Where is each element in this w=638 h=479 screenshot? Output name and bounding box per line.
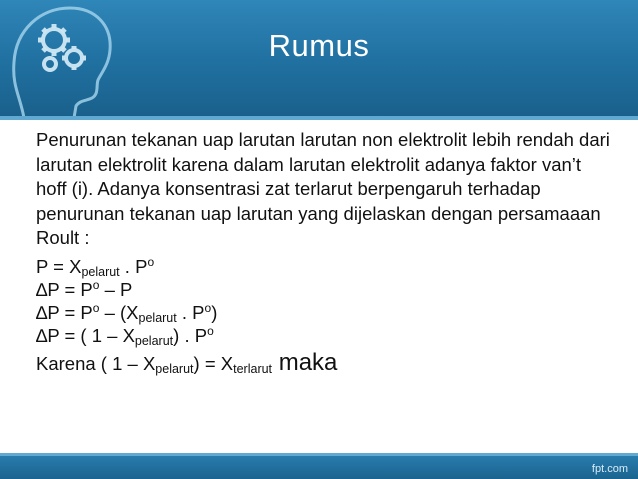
slide-title: Rumus: [268, 28, 370, 63]
body-paragraph: Penurunan tekanan uap larutan larutan non elektrolit lebih rendah dari larutan elektrolit karena dalam larutan elektrolit adanya faktor van’t hoff (i). Adanya konsentrasi zat terlarut berpengaruh terhadap penurunan tekanan uap larutan yang dijelaskan dengan persamaaan Roult :: [36, 129, 610, 248]
slide-header: [0, 0, 638, 120]
slide-footer: [0, 453, 638, 479]
formula-4: ∆P = ( $1 - X_{pelarut}$) . $P^o$: [36, 323, 214, 348]
slide-body: [36, 128, 616, 375]
formula-2: $\Delta P = P^o - P$: [36, 277, 133, 300]
brand-label: fpt.com: [591, 463, 628, 475]
formula-5: Karena ( $1 - X_{pelarut}) = X_{terlarut}$ maka: [36, 348, 338, 376]
formula-1: $P = X_{pelarut}$ . $P^o$: [36, 254, 155, 279]
formula-3: $\Delta P = P^o - (X_{pelarut}$ . $P^o$): [36, 300, 218, 325]
